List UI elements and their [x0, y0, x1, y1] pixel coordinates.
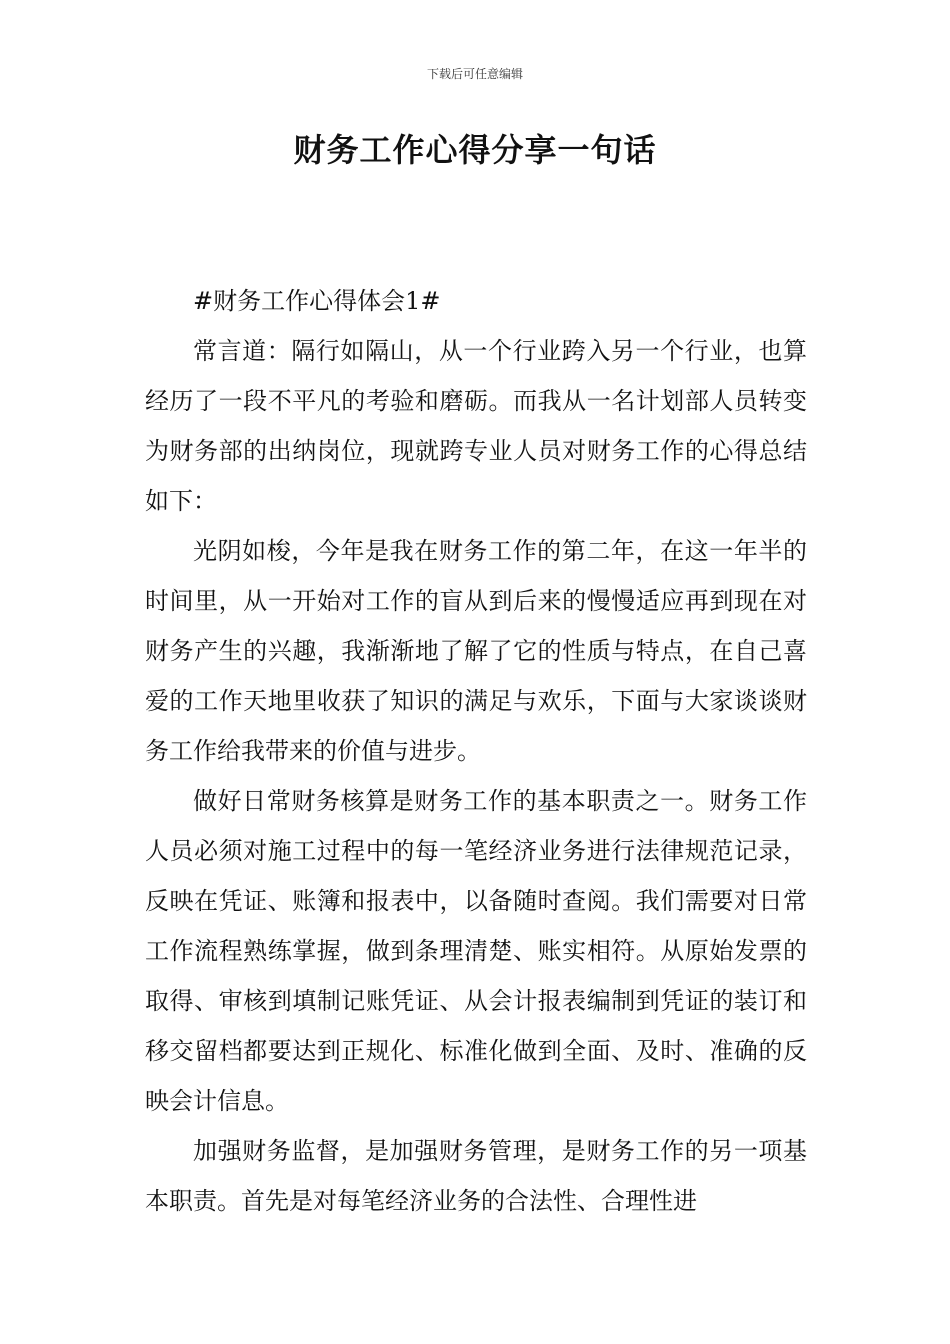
header-note: 下载后可任意编辑 — [426, 67, 523, 81]
document-title: 财务工作心得分享一句话 — [293, 131, 657, 169]
paragraph: 做好日常财务核算是财务工作的基本职责之一。财务工作人员必须对施工过程中的每一笔经济业务进行法律规范记录，反映在凭证、账簿和报表中，以备随时查阅。我们需要对日常工作流程熟练掌握，做到条理清楚、账实相符。从原始发票的取得、审核到填制记账凭证、从会计报表编制到凭证的装订和移交留档都要达到正规化、标准化做到全面、及时、准确的反映会计信息。 — [145, 787, 807, 1115]
paragraph-heading: #财务工作心得体会1# — [193, 287, 441, 315]
paragraph: 常言道：隔行如隔山，从一个行业跨入另一个行业，也算经历了一段不平凡的考验和磨砺。而我从一名计划部人员转变为财务部的出纳岗位，现就跨专业人员对财务工作的心得总结如下： — [145, 337, 807, 515]
paragraph: 光阴如梭，今年是我在财务工作的第二年，在这一年半的时间里，从一开始对工作的盲从到后来的慢慢适应再到现在对财务产生的兴趣，我渐渐地了解了它的性质与特点，在自己喜爱的工作天地里收获了知识的满足与欢乐，下面与大家谈谈财务工作给我带来的价值与进步。 — [145, 537, 807, 765]
paragraph: 加强财务监督，是加强财务管理，是财务工作的另一项基本职责。首先是对每笔经济业务的合法性、合理性进 — [145, 1137, 807, 1215]
document-body — [145, 276, 807, 1226]
